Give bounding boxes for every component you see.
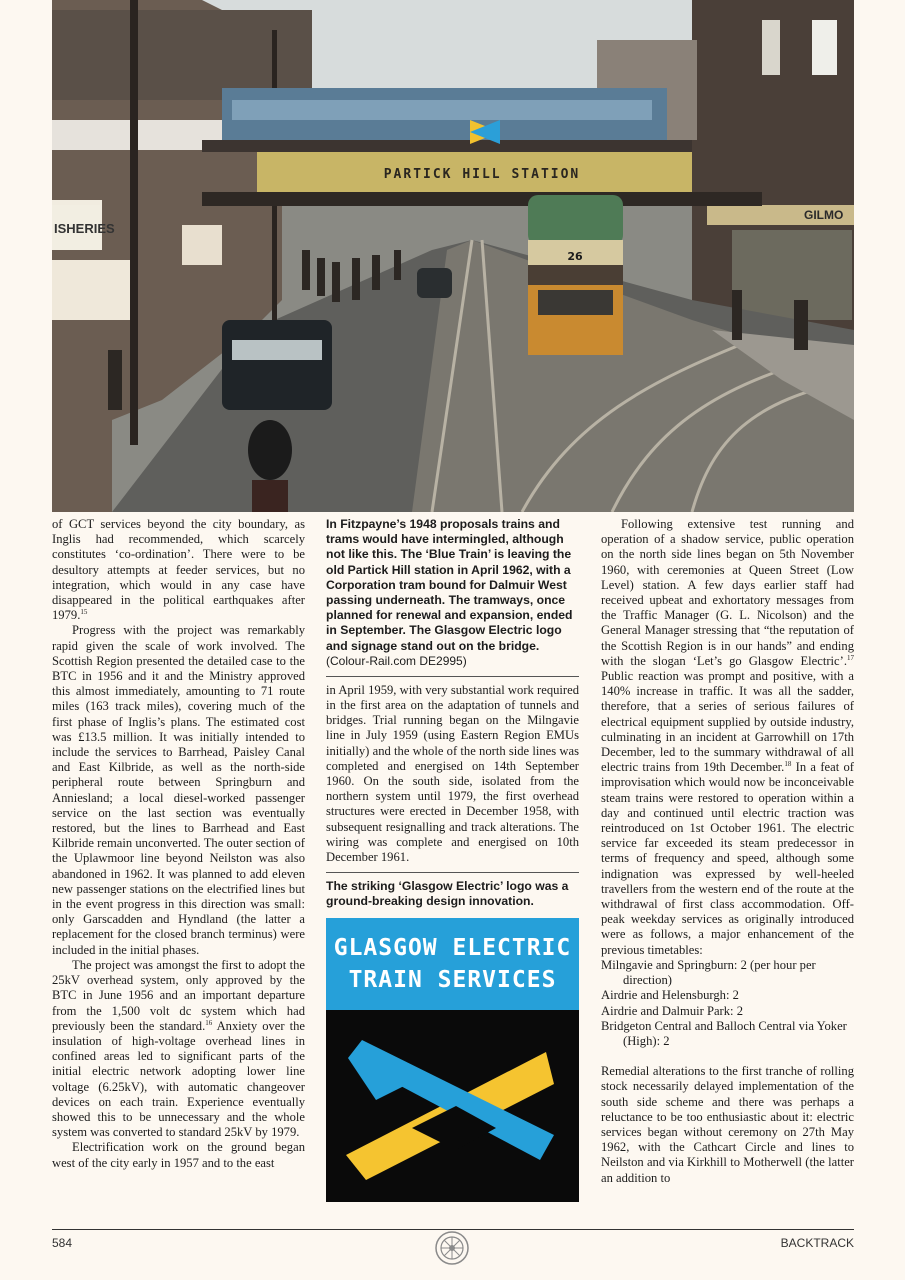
paragraph: Following extensive test running and operation of a shadow service, public operation on the north side lines began on 5th November 1960, with ceremonies at Queen Street (Low Level) station. A few days earlier staff had received upbeat and exhortatory messages from the Traffic Manager (G. L. Nicolson) and the General Manager stressing that “the reputation of the Scottish Region is in our hands” and ending with the slogan ‘Let’s go Glasgow Electric’.$^{17}$ Public reaction was prompt and positive, with a 140% increase in traffic. It was all the sadder, therefore, that a series of serious failures of electrical equipment supplied by outside industry, culminating in an incident at Garrowhill on 17th December, led to the summary withdrawal of all electric trains from 19th December.$^{18}$ In a feat of improvisation which would now be inconceivable steam trains were restored to operation within a day and continued until electric traction was reintroduced on 1st October 1961. The electric service far exceeded its steam predecessor in terms of frequency and speed, although some indignation was expressed by well-heeled travellers from the western end of the route at the withdrawal of first class accommodation. Off-peak weekday services as originally introduced were as follows, a major enhancement of the previous timetables: (601, 517, 854, 957)
logo-caption: The striking ‘Glasgow Electric’ logo was a ground-breaking design innovation. (326, 879, 569, 909)
wheel-icon (434, 1230, 470, 1266)
shop-sign-right: GILMO (804, 208, 844, 222)
paragraph: in April 1959, with very substantial work required in the first area on the adaptation of tunnels and bridges. Trial running began on the Milngavie line in July 1959 (using Eastern Region EMUs initially) and the whole of the north side lines was completed and energised on 14th September 1960. On the south side, isolated from the northern system until 1979, the first overhead structures were erected in December 1958, with subsequent resignalling and track alterations. The wiring was complete and energised on 10th December 1961. (326, 682, 579, 865)
paragraph: Progress with the project was remarkably rapid given the scale of work involved. The Scottish Region presented the detailed case to the BTC in 1956 and it and the Ministry approved this almost immediately, amounting to 71 route miles (163 track miles), covering much of the first phase of Inglis’s plans. The estimated cost was £13.5 million. It was initially intended to include the services to Barrhead, Paisley Canal and East Kilbride, as well as the north-side peripheral route between Springburn and Anniesland; a local diesel-worked passenger service on the last section was eventually restored, but the lines to Barrhead and East Kilbride remain unconverted. The outer section of the Uplawmoor line beyond Neilston was also abandoned in 1962. It was planned to add eleven new passenger stations on the electrified lines but in the event progress in this direction was small: only Garscadden and Hyndland (the latter a replacement for the closed branch terminus) were included in the initial phases. (52, 623, 305, 957)
photo-caption: In Fitzpayne’s 1948 proposals trains and trams would have intermingled, although not like this. The ‘Blue Train’ is leaving the old Partick Hill station in April 1962, with a Corporation tram bound for Dalmuir West passing underneath. The tramways, once planned for renewal and expansion, ended in September. The Glasgow Electric logo and signage stand out on the bridge. (326, 517, 573, 653)
paragraph: Remedial alterations to the first tranche of rolling stock necessarily delayed implementation of the south side scheme and there was perhaps a reluctance to be too enthusiastic about it: electric services began without ceremony on 27th May 1962, with the Cathcart Circle and lines to Neilston and via Kirkhill to Motherwell (the latter an addition to (601, 1064, 854, 1185)
station-sign: PARTICK HILL STATION (383, 167, 581, 182)
logo-line-2: TRAIN SERVICES (348, 966, 557, 993)
photo-credit: (Colour-Rail.com DE2995) (326, 653, 467, 668)
glasgow-electric-logo (326, 918, 579, 1202)
paragraph: of GCT services beyond the city boundary, as Inglis had recommended, which scarcely constitutes ‘co-ordination’. There were to be desultory attempts at feeder services, but no integration, which would in any case have disappeared in the political earthquakes after 1979.15 (52, 517, 305, 623)
list-item: Airdrie and Helensburgh: 2 (601, 988, 739, 1003)
tram-number: 26 (567, 250, 583, 263)
page-number: 584 (52, 1236, 73, 1250)
list-item: Milngavie and Springburn: 2 (per hour per direction) (601, 957, 816, 988)
divider (326, 676, 579, 677)
list-item: Airdrie and Dalmuir Park: 2 (601, 1003, 743, 1018)
timetable-list (601, 958, 854, 1049)
list-item: Bridgeton Central and Balloch Central via Yoker (High): 2 (601, 1018, 847, 1048)
divider (326, 872, 579, 873)
paragraph: Electrification work on the ground began west of the city early in 1957 and to the east (52, 1140, 305, 1170)
street-scene-photo (52, 0, 854, 512)
double-arrow-icon (326, 1010, 579, 1202)
logo-line-1: GLASGOW ELECTRIC (333, 934, 572, 961)
magazine-name: BACKTRACK (780, 1236, 854, 1250)
column-3 (601, 517, 854, 1186)
column-1 (52, 517, 305, 1171)
paragraph: The project was amongst the first to adopt the 25kV overhead system, only approved by the BTC in June 1956 and an important departure from the 1,500 volt dc system which had previously been the standard.$^{16}$ Anxiety over the insulation of high-voltage overhead lines in confined areas led to significant parts of the initial electric network adopting lower line voltage (6.25kV), with automatic changeover devices on each train. Experience eventually showed this to be unnecessary and the whole system was converted to standard 25kV by 1979. (52, 957, 305, 1140)
shop-sign-left: ISHERIES (54, 221, 115, 236)
column-2 (326, 517, 579, 1202)
